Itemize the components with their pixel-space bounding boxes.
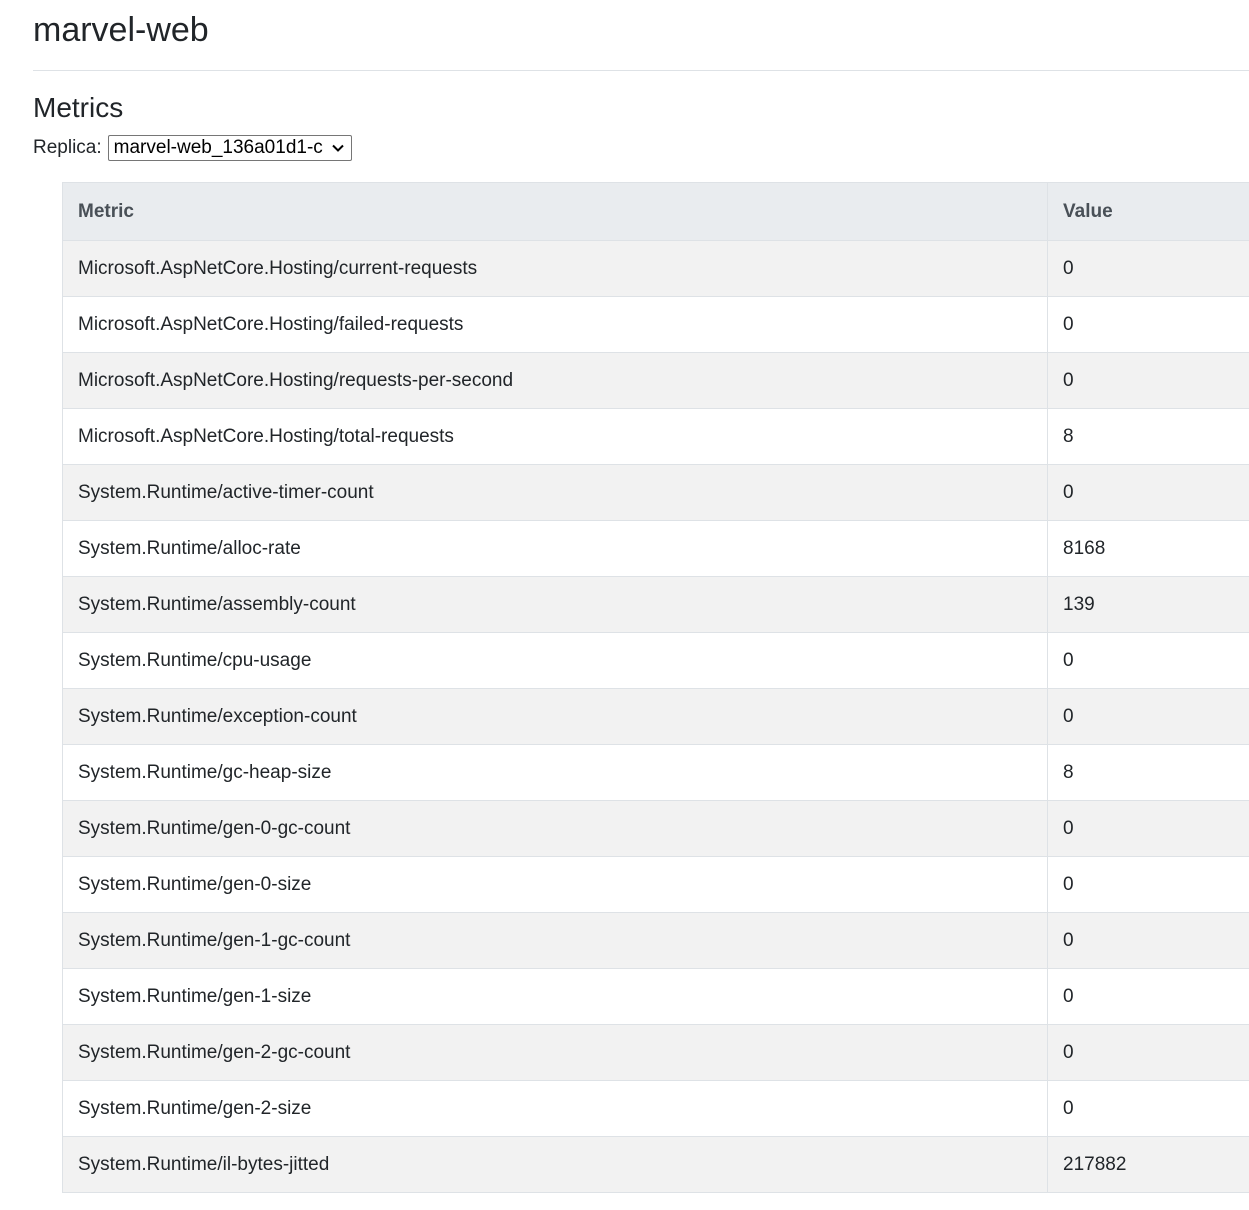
metric-name-cell: System.Runtime/gen-0-size [63,857,1048,913]
metric-name-cell: System.Runtime/alloc-rate [63,521,1048,577]
metric-value-cell: 0 [1048,913,1249,969]
metric-name-cell: System.Runtime/gen-2-size [63,1081,1048,1137]
metric-value-cell: 0 [1048,633,1249,689]
metric-name-cell: System.Runtime/gen-1-size [63,969,1048,1025]
table-row [63,577,1249,633]
table-header-row [63,183,1249,241]
metric-value-cell: 0 [1048,689,1249,745]
table-row [63,857,1249,913]
table-row [63,353,1249,409]
column-header-value: Value [1048,183,1249,241]
metric-name-cell: System.Runtime/gen-0-gc-count [63,801,1048,857]
table-row [63,465,1249,521]
table-row [63,1025,1249,1081]
metric-value-cell: 0 [1048,969,1249,1025]
table-row [63,409,1249,465]
metric-value-cell: 0 [1048,241,1249,297]
metric-name-cell: System.Runtime/gen-1-gc-count [63,913,1048,969]
table-row [63,745,1249,801]
metrics-table [62,182,1249,1193]
replica-selector-row [33,134,352,162]
table-row [63,241,1249,297]
metrics-table-container [62,182,1249,1193]
table-row [63,297,1249,353]
metric-value-cell: 0 [1048,801,1249,857]
header-divider [33,70,1249,71]
column-header-metric: Metric [63,183,1048,241]
table-row [63,1137,1249,1193]
metric-name-cell: Microsoft.AspNetCore.Hosting/failed-requests [63,297,1048,353]
metric-name-cell: Microsoft.AspNetCore.Hosting/total-requests [63,409,1048,465]
metric-value-cell: 139 [1048,577,1249,633]
replica-select-value: marvel-web_136a01d1-c [113,137,323,158]
metric-value-cell: 0 [1048,1025,1249,1081]
metrics-heading: Metrics [33,92,124,123]
table-row [63,521,1249,577]
metric-name-cell: Microsoft.AspNetCore.Hosting/current-requests [63,241,1048,297]
table-row [63,969,1249,1025]
metric-value-cell: 217882 [1048,1137,1249,1193]
page-title: marvel-web [33,11,209,49]
metric-value-cell: 8 [1048,745,1249,801]
metric-name-cell: System.Runtime/active-timer-count [63,465,1048,521]
metric-name-cell: System.Runtime/il-bytes-jitted [63,1137,1048,1193]
metric-value-cell: 0 [1048,857,1249,913]
metric-name-cell: System.Runtime/gc-heap-size [63,745,1048,801]
table-row [63,689,1249,745]
metric-value-cell: 0 [1048,1081,1249,1137]
chevron-down-icon [331,141,345,155]
metric-name-cell: System.Runtime/cpu-usage [63,633,1048,689]
metric-name-cell: System.Runtime/assembly-count [63,577,1048,633]
metric-value-cell: 8 [1048,409,1249,465]
replica-select[interactable] [108,135,352,161]
table-row [63,1081,1249,1137]
metric-name-cell: System.Runtime/exception-count [63,689,1048,745]
metric-name-cell: System.Runtime/gen-2-gc-count [63,1025,1048,1081]
metric-value-cell: 0 [1048,465,1249,521]
metric-value-cell: 8168 [1048,521,1249,577]
metric-name-cell: Microsoft.AspNetCore.Hosting/requests-per-second [63,353,1048,409]
replica-label: Replica: [33,137,102,158]
table-row [63,913,1249,969]
table-row [63,801,1249,857]
metric-value-cell: 0 [1048,353,1249,409]
table-row [63,633,1249,689]
metric-value-cell: 0 [1048,297,1249,353]
